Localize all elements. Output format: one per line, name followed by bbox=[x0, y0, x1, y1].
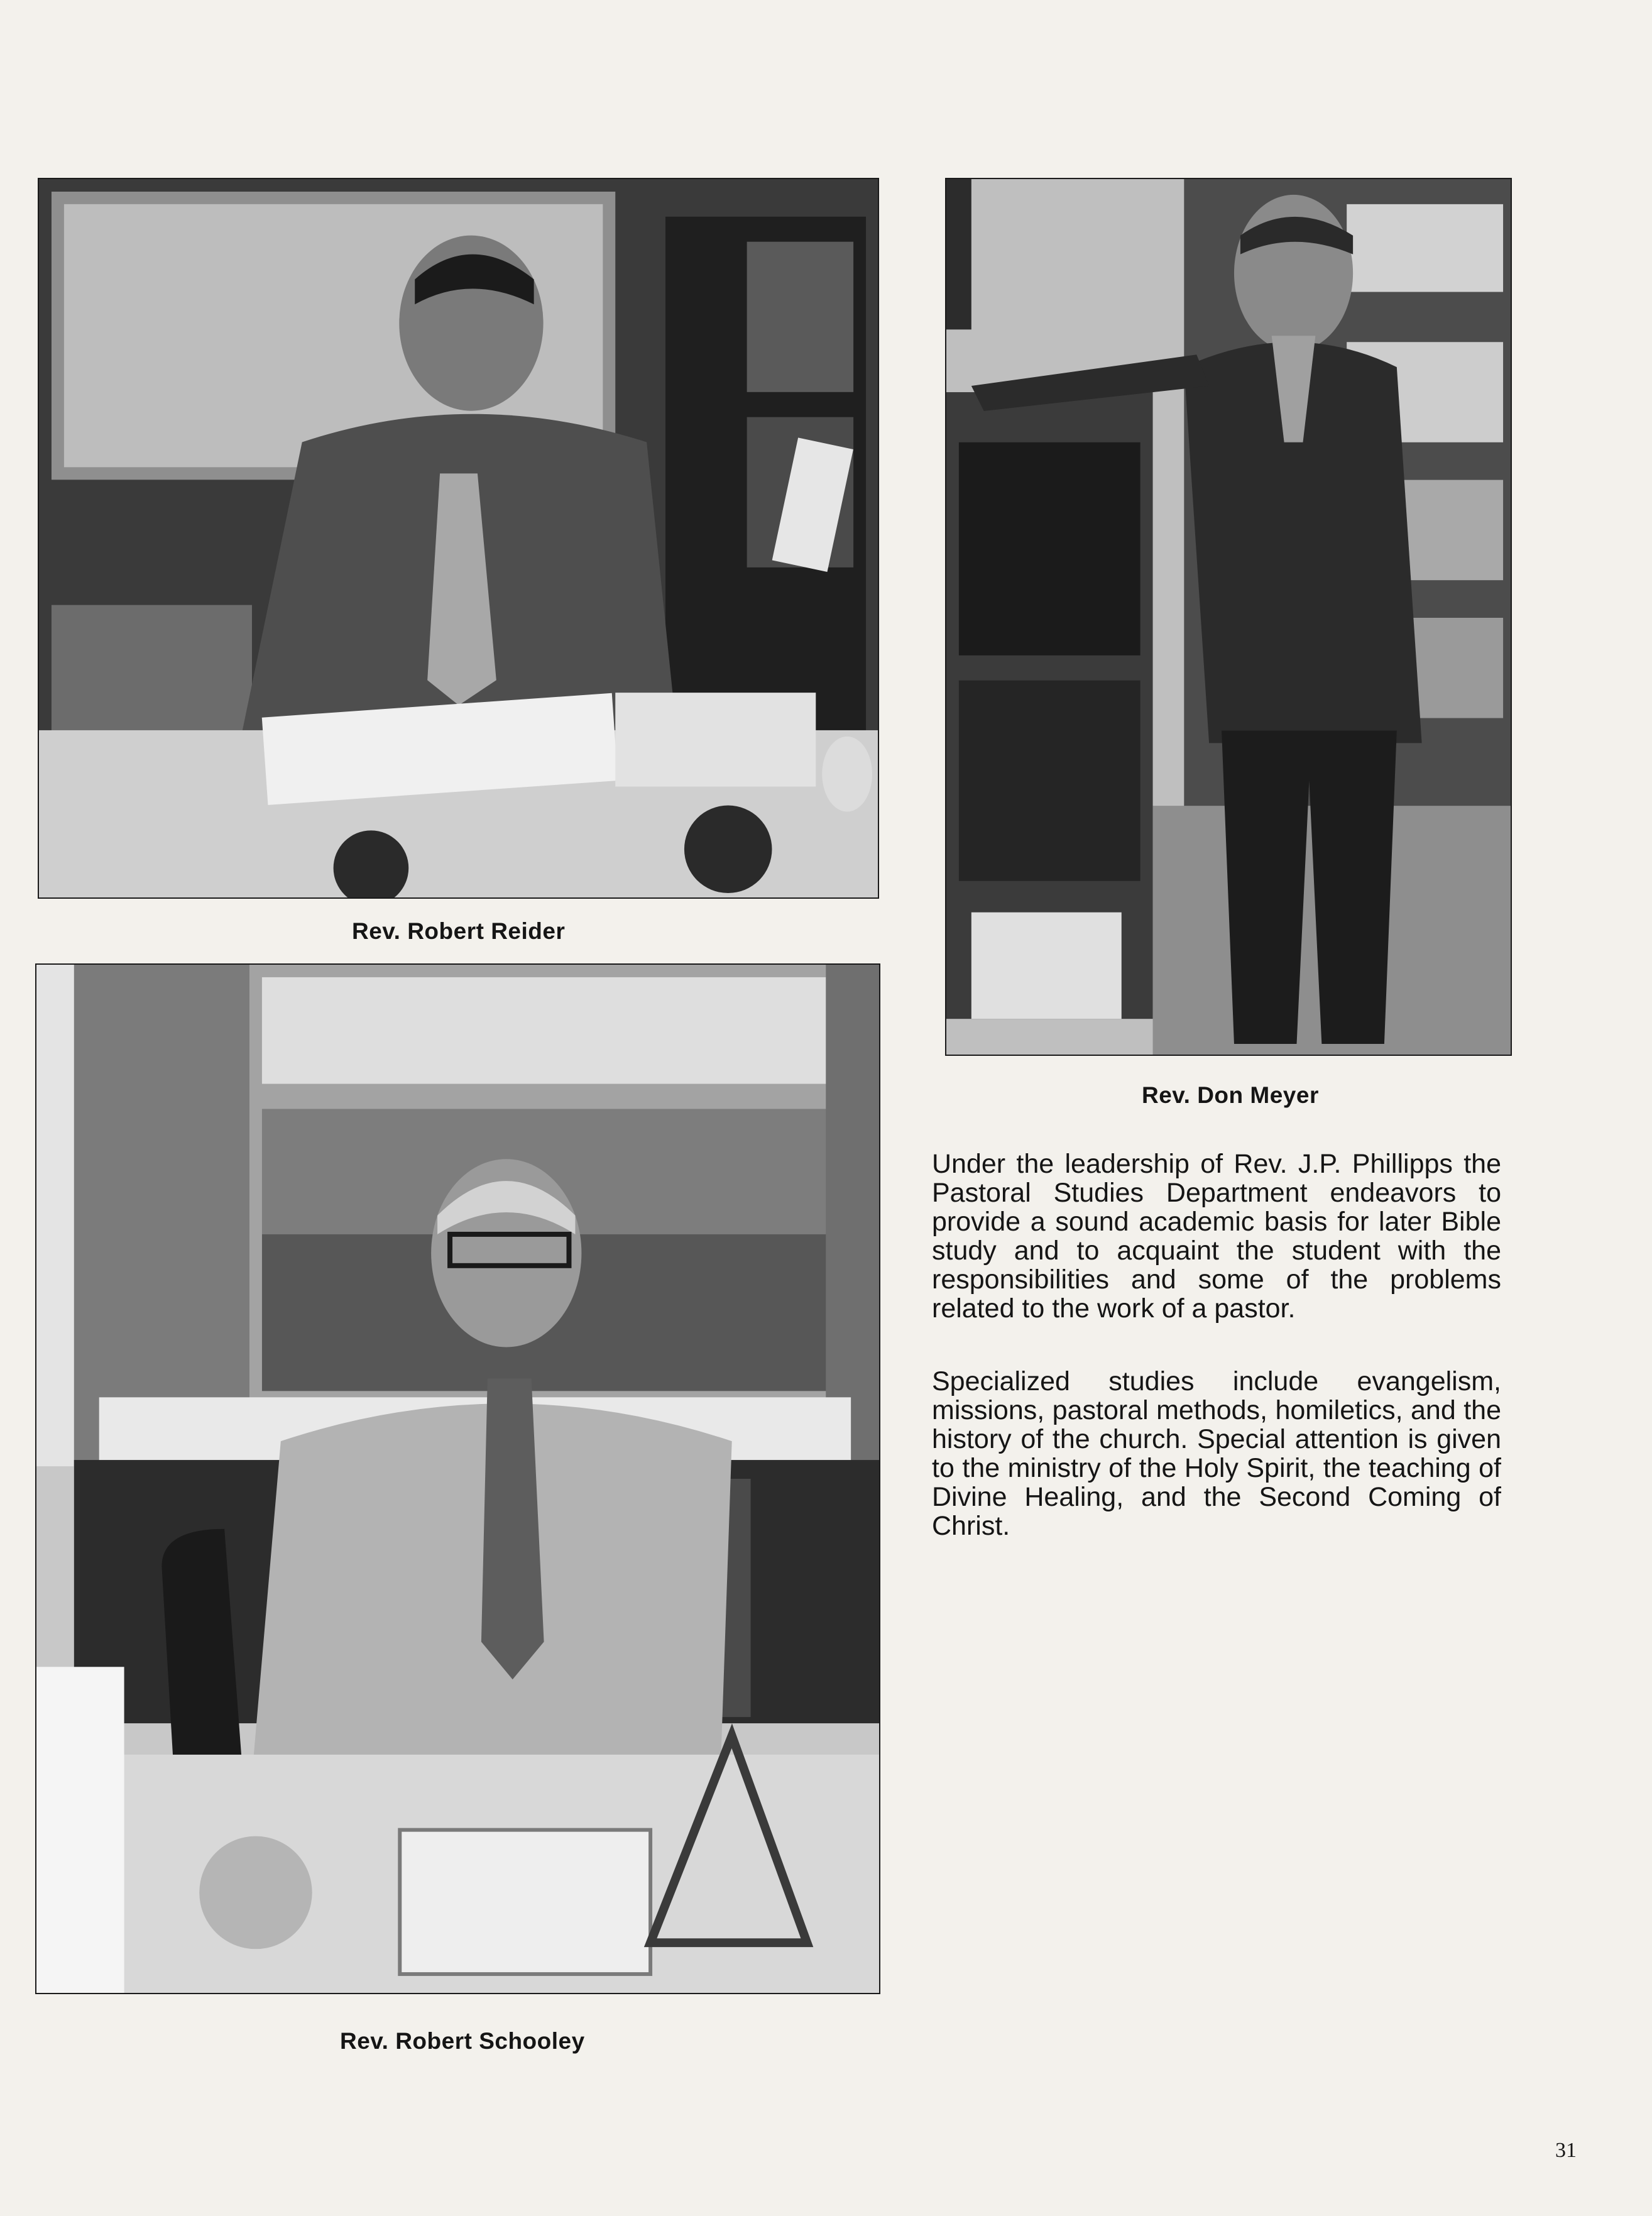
caption-robert-schooley: Rev. Robert Schooley bbox=[340, 2028, 585, 2054]
page-number: 31 bbox=[1555, 2139, 1577, 2162]
article-paragraph-1: Under the leadership of Rev. J.P. Phillipps the Pastoral Studies Department endeavors to provide a sound academic basis for later Bible study and to acquaint the student with the responsibilities and some of the problems related to the work of a pastor. bbox=[932, 1149, 1501, 1324]
photo-robert-reider-image bbox=[39, 179, 878, 897]
photo-don-meyer-image bbox=[946, 179, 1511, 1055]
photo-robert-schooley bbox=[35, 963, 880, 1994]
article-paragraph-2: Specialized studies include evangelism, missions, pastoral methods, homiletics, and the history of the church. Special attention is given to the ministry of the Holy Spirit, the teaching of Divine Healing, and the Second Coming of Christ. bbox=[932, 1366, 1501, 1541]
photo-robert-schooley-image bbox=[36, 965, 879, 1993]
caption-don-meyer: Rev. Don Meyer bbox=[1142, 1082, 1319, 1108]
caption-robert-reider: Rev. Robert Reider bbox=[352, 918, 566, 944]
photo-don-meyer bbox=[945, 178, 1512, 1056]
photo-robert-reider bbox=[38, 178, 879, 899]
